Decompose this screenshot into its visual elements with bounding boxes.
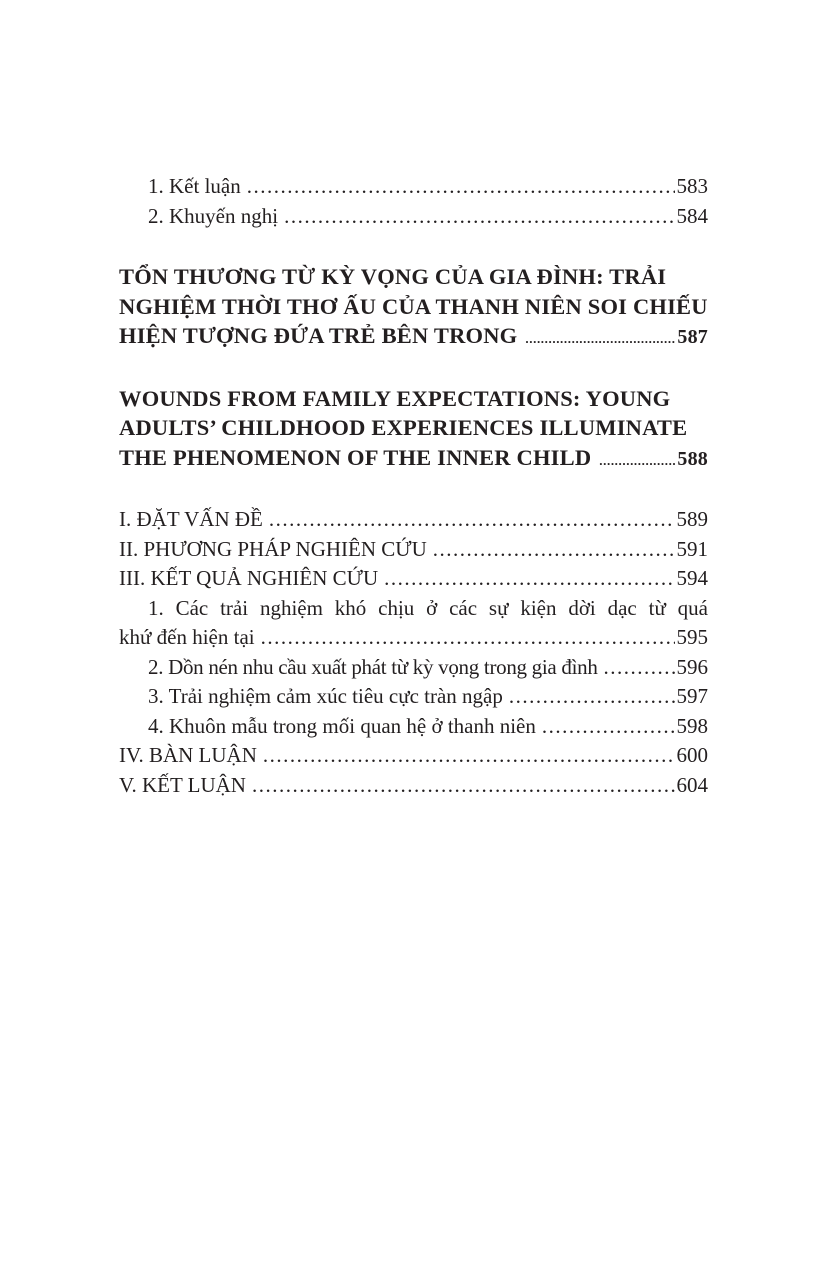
heading-line: HIỆN TƯỢNG ĐỨA TRẺ BÊN TRONG xyxy=(119,323,518,348)
toc-page-number: 588 xyxy=(677,447,708,470)
toc-entry-section-3[interactable] xyxy=(119,564,708,594)
toc-entry-title: 2. Khuyến nghị xyxy=(148,203,279,228)
heading-line: ADULTS’ CHILDHOOD EXPERIENCES ILLUMINATE xyxy=(119,415,688,440)
dot-leader xyxy=(542,712,675,742)
toc-entry-title: 2. Dồn nén nhu cầu xuất phát từ kỳ vọng trong gia đình xyxy=(148,654,598,679)
toc-page-number: 587 xyxy=(677,326,708,348)
toc-entry-title: I. ĐẶT VẤN ĐỀ xyxy=(119,507,263,531)
table-of-contents xyxy=(119,172,708,800)
dot-leader xyxy=(509,682,675,712)
toc-entry-title: II. PHƯƠNG PHÁP NGHIÊN CỨU xyxy=(119,536,427,561)
toc-entry-section-3-4[interactable] xyxy=(119,712,708,742)
dot-leader xyxy=(599,446,676,476)
toc-entry-title: khứ đến hiện tại xyxy=(119,625,255,649)
toc-page-number: 598 xyxy=(676,713,708,738)
toc-entry-title: III. KẾT QUẢ NGHIÊN CỨU xyxy=(119,566,379,590)
dot-leader xyxy=(252,771,675,801)
toc-page-number: 596 xyxy=(676,654,708,679)
chapter-heading-english[interactable] xyxy=(119,384,708,476)
dot-leader xyxy=(433,535,675,565)
toc-entry-section-3-1[interactable] xyxy=(119,594,708,653)
toc-entry-title: 3. Trải nghiệm cảm xúc tiêu cực tràn ngập xyxy=(148,684,503,708)
toc-page-number: 594 xyxy=(676,566,708,590)
toc-entry-title: V. KẾT LUẬN xyxy=(119,772,246,797)
dot-leader xyxy=(261,623,675,653)
toc-entry-section-3-3[interactable] xyxy=(119,682,708,712)
toc-entry-section-2[interactable] xyxy=(119,535,708,565)
dot-leader xyxy=(604,653,675,683)
toc-entry-recommendations[interactable] xyxy=(119,202,708,232)
toc-entry-title: 1. Các trải nghiệm khó chịu ở các sự kiện dời dạc từ quá xyxy=(148,595,708,620)
dot-leader xyxy=(263,741,675,771)
heading-last-line xyxy=(119,321,708,354)
toc-entry-continuation xyxy=(119,623,708,653)
dot-leader xyxy=(269,505,675,535)
dot-leader xyxy=(284,202,674,232)
chapter-heading-vietnamese[interactable] xyxy=(119,262,708,354)
toc-entry-section-3-2[interactable] xyxy=(119,653,708,683)
toc-entry-conclusion[interactable] xyxy=(119,172,708,202)
toc-entry-title: IV. BÀN LUẬN xyxy=(119,743,257,767)
toc-entry-section-1[interactable] xyxy=(119,505,708,535)
heading-line: THE PHENOMENON OF THE INNER CHILD xyxy=(119,444,592,470)
toc-page-number: 583 xyxy=(676,174,708,198)
toc-entry-title: 4. Khuôn mẫu trong mối quan hệ ở thanh niên xyxy=(148,713,536,738)
toc-page-number: 604 xyxy=(676,772,708,797)
toc-page-number: 600 xyxy=(676,743,708,767)
toc-entry-section-4[interactable] xyxy=(119,741,708,771)
toc-page-number: 591 xyxy=(676,536,708,561)
heading-line: NGHIỆM THỜI THƠ ẤU CỦA THANH NIÊN SOI CHIẾU xyxy=(119,293,708,319)
toc-page-number: 584 xyxy=(676,203,708,228)
dot-leader xyxy=(247,172,675,202)
heading-last-line xyxy=(119,443,708,476)
toc-entry-section-5[interactable] xyxy=(119,771,708,801)
toc-entry-title: 1. Kết luận xyxy=(148,174,241,198)
toc-page-number: 595 xyxy=(676,625,708,649)
dot-leader xyxy=(525,324,676,354)
toc-page-number: 589 xyxy=(676,507,708,531)
dot-leader xyxy=(384,564,674,594)
heading-line: TỔN THƯƠNG TỪ KỲ VỌNG CỦA GIA ĐÌNH: TRẢI xyxy=(119,264,667,289)
toc-page-number: 597 xyxy=(676,684,708,708)
heading-line: WOUNDS FROM FAMILY EXPECTATIONS: YOUNG xyxy=(119,385,671,411)
